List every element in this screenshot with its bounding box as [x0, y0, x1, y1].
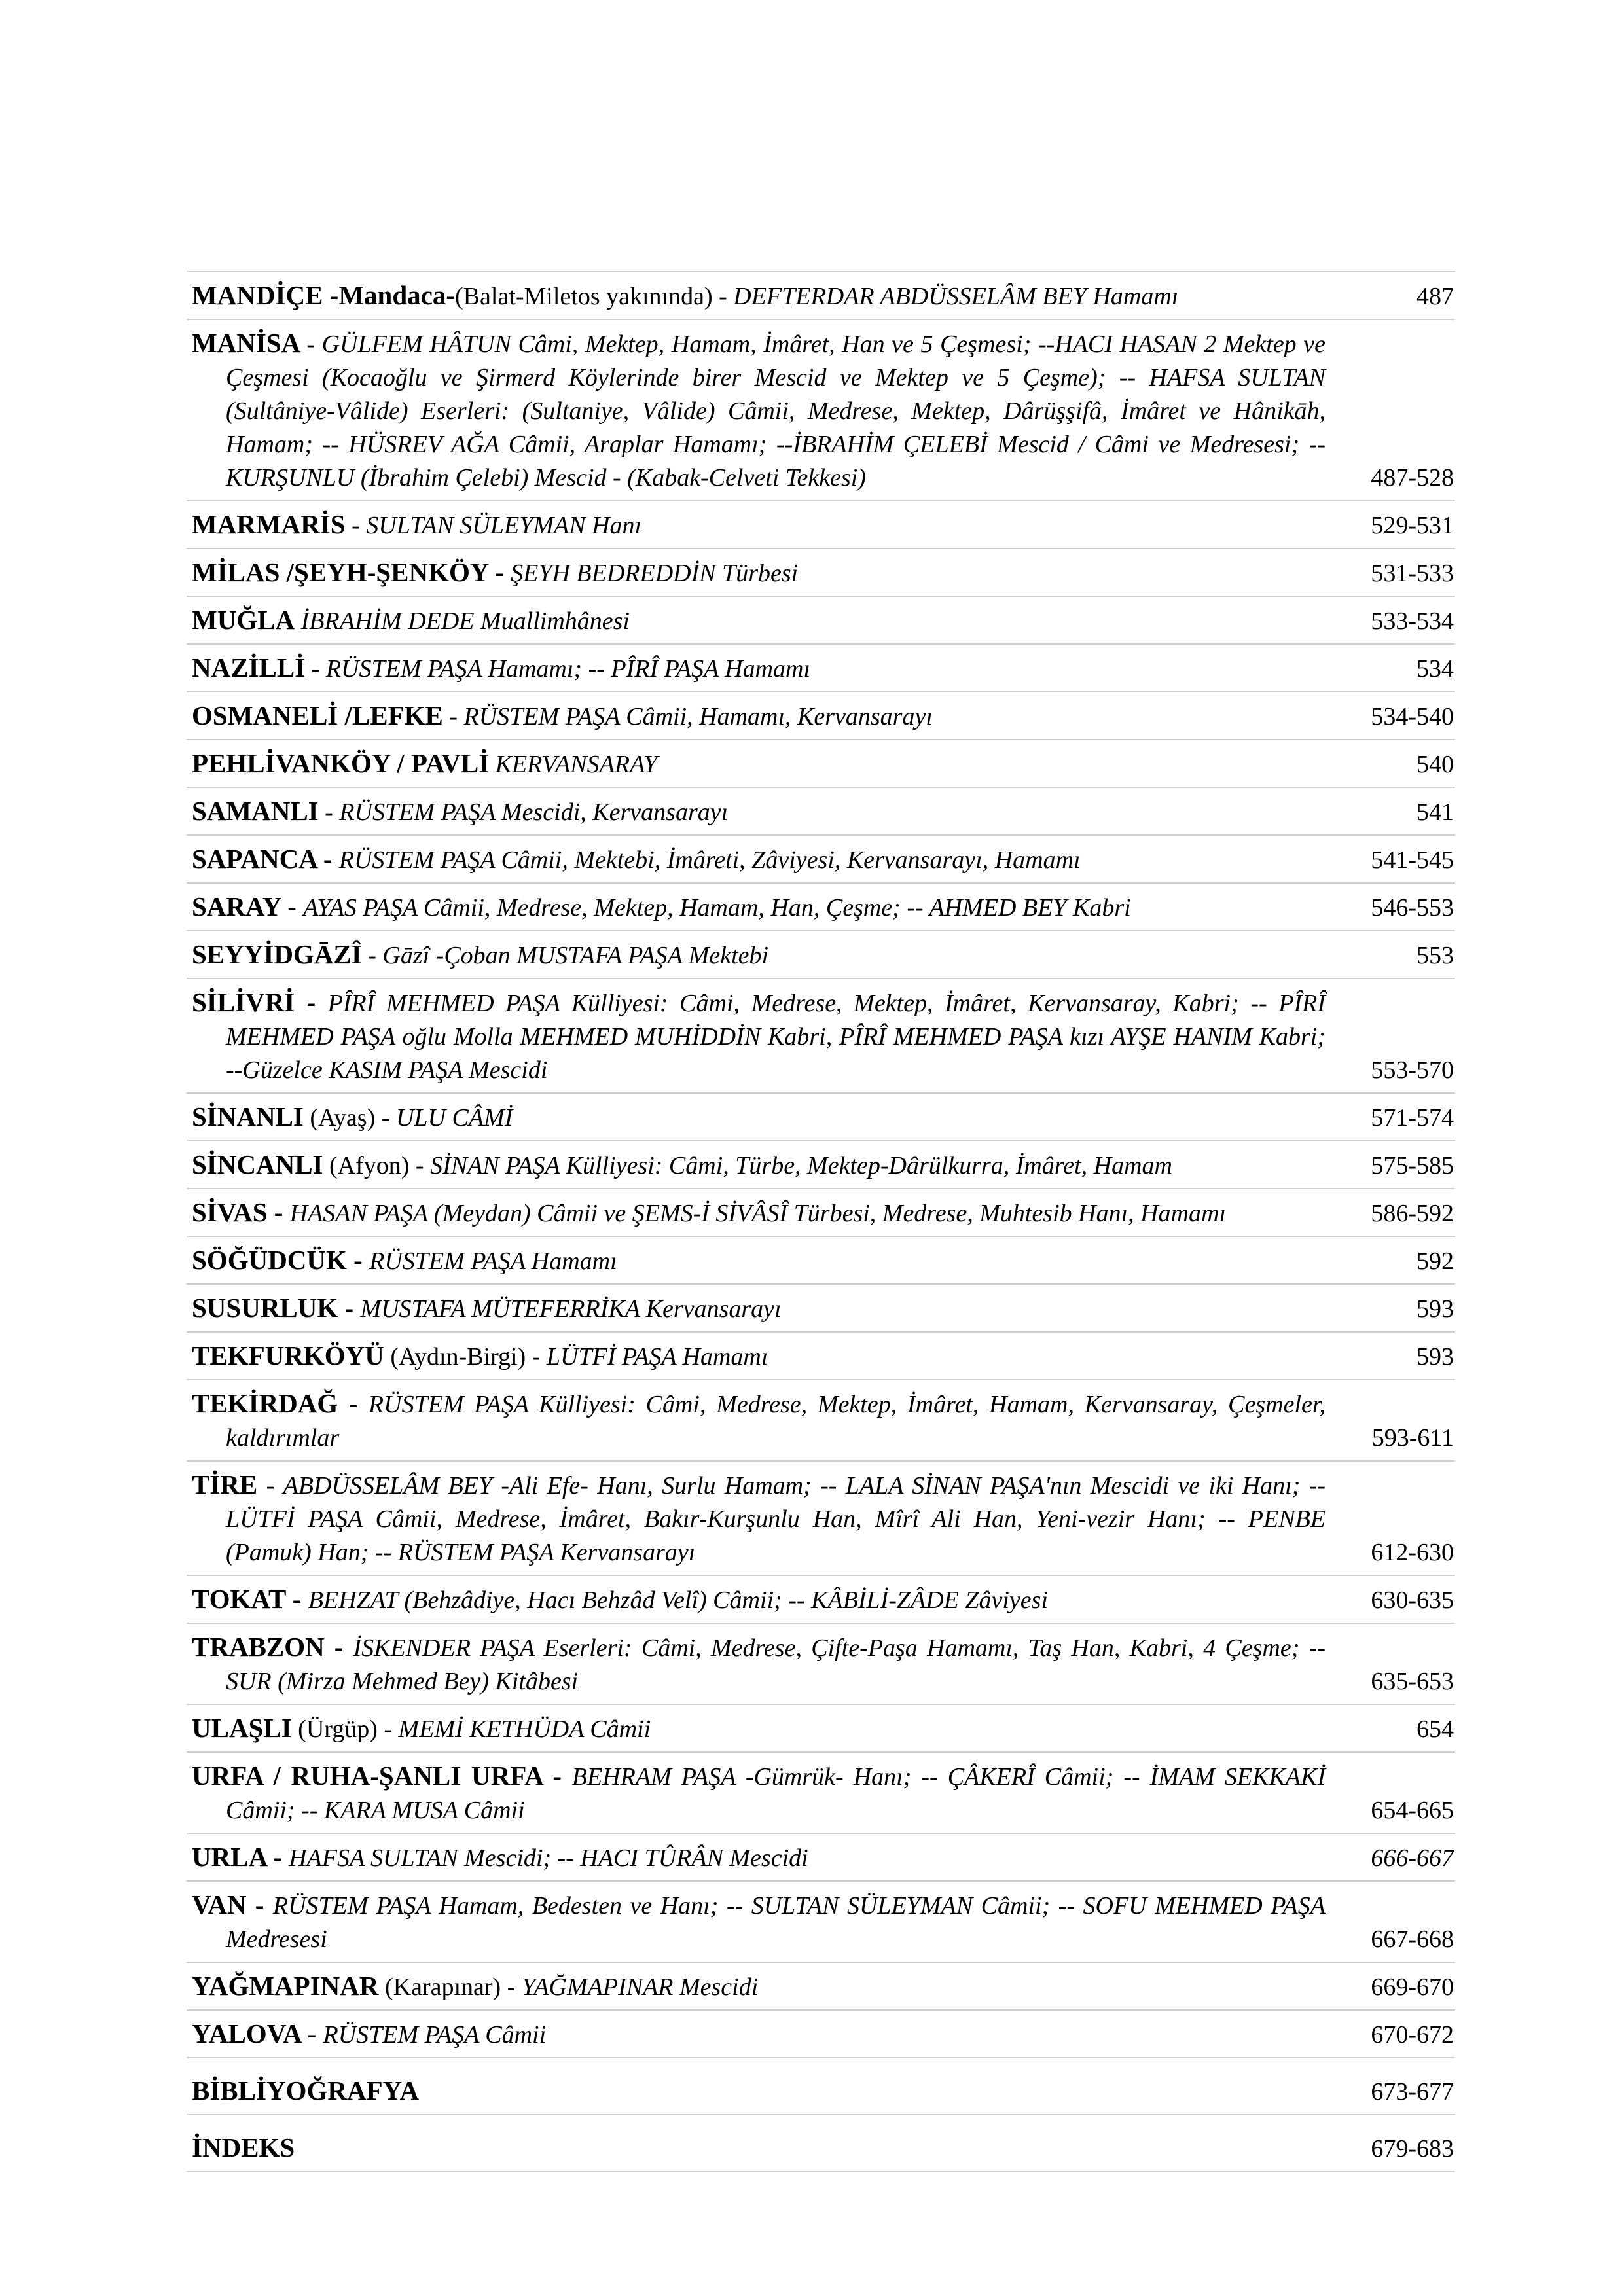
- place-name: MANDİÇE -Mandaca-: [192, 280, 455, 310]
- place-name: SAMANLI: [192, 796, 319, 826]
- toc-row-sivas: [187, 1188, 1455, 1236]
- place-name: YAĞMAPINAR: [192, 1971, 379, 2001]
- works-list: ŞEYH BEDREDDİN Türbesi: [511, 560, 799, 587]
- page-range: 531-533: [1371, 560, 1454, 587]
- toc-entry: [192, 1583, 1349, 1617]
- place-name: SUSURLUK -: [192, 1293, 361, 1323]
- toc-entry: [192, 1100, 1349, 1135]
- place-name: SİNANLI: [192, 1102, 304, 1132]
- toc-entry: [192, 1468, 1349, 1570]
- toc-entry: [192, 986, 1349, 1087]
- works-list: RÜSTEM PAŞA Câmii: [323, 2021, 547, 2049]
- place-note: (Afyon) -: [323, 1152, 431, 1179]
- page-range: 593: [1416, 1295, 1454, 1323]
- toc-entry: [192, 1840, 1349, 1875]
- works-list: Gāzî -Çoban MUSTAFA PAŞA Mektebi: [382, 942, 769, 969]
- page-range: 654: [1416, 1715, 1454, 1743]
- place-note: -: [361, 942, 383, 969]
- works-list: KERVANSARAY: [495, 751, 658, 778]
- place-name: YALOVA -: [192, 2018, 323, 2049]
- page-range: 529-531: [1371, 512, 1454, 539]
- works-list: SULTAN SÜLEYMAN Hanı: [366, 512, 642, 539]
- place-name: MİLAS /ŞEYH-ŞENKÖY -: [192, 557, 511, 587]
- toc-entry: [192, 890, 1349, 925]
- place-name: SÖĞÜDCÜK -: [192, 1245, 370, 1275]
- place-name: SAPANCA -: [192, 844, 339, 874]
- page-range: 593-611: [1371, 1424, 1454, 1452]
- toc-row-mandice: [187, 271, 1455, 319]
- toc-entry: [192, 279, 1349, 314]
- place-name: SEYYİDGĀZÎ: [192, 939, 362, 969]
- toc-row-sincanli: [187, 1140, 1455, 1188]
- page-range: 540: [1416, 751, 1454, 778]
- page-range: 635-653: [1371, 1668, 1454, 1695]
- toc-row-yalova: [187, 2009, 1455, 2057]
- place-note: -: [257, 1472, 283, 1499]
- toc-entry: [192, 2074, 1349, 2109]
- bibliography-heading: BİBLİYOĞRAFYA: [192, 2075, 420, 2106]
- page-range: 679-683: [1371, 2135, 1454, 2162]
- page-range: 670-672: [1371, 2021, 1454, 2049]
- page-range: 553: [1416, 942, 1454, 969]
- works-list: GÜLFEM HÂTUN Câmi, Mektep, Hamam, İmâret, Han ve 5 Çeşmesi; --HACI HASAN 2 Mektep ve Çeşmesi (Kocaoğlu ve Şirmerd Köylerinde birer Mescid ve Mektep ve 5 Çeşme); -- HAFSA SULTAN (Sultâniye-Vâlide) Eserleri: (Sultaniye, Vâlide) Câmii, Medrese, Mektep, Dârüşşifâ, İmâret ve Hânikāh, Hamam; -- HÜSREV AĞA Câmii, Araplar Hamamı; --İBRAHİM ÇELEBİ Mescid / Câmi ve Medresesi; --KURŞUNLU (İbrahim Çelebi) Mescid - (Kabak-Celveti Tekkesi): [226, 331, 1326, 492]
- toc-entry: [192, 1339, 1349, 1374]
- toc-row-samanli: [187, 787, 1455, 834]
- toc-entry: [192, 1387, 1349, 1455]
- toc-entry: [192, 1291, 1349, 1326]
- index-heading: İNDEKS: [192, 2132, 295, 2162]
- place-note: -: [318, 798, 340, 826]
- toc-row-tekfurkoyu: [187, 1331, 1455, 1379]
- works-list: BEHZAT (Behzâdiye, Hacı Behzâd Velî) Câmii; -- KÂBİLİ-ZÂDE Zâviyesi: [308, 1587, 1049, 1614]
- toc-entry: [192, 1969, 1349, 2004]
- toc-entry: [192, 842, 1349, 877]
- works-list: ULU CÂMİ: [395, 1104, 513, 1132]
- works-list: RÜSTEM PAŞA Hamam, Bedesten ve Hanı; -- SULTAN SÜLEYMAN Câmii; -- SOFU MEHMED PAŞA Medresesi: [226, 1892, 1326, 1953]
- toc-entry: [192, 1712, 1349, 1746]
- place-note: (Ayaş) -: [303, 1104, 396, 1132]
- toc-row-sapanca: [187, 834, 1455, 882]
- toc-entry: [192, 1196, 1349, 1230]
- page-range: 667-668: [1371, 1926, 1454, 1953]
- place-name: TİRE: [192, 1469, 258, 1499]
- works-list: YAĞMAPINAR Mescidi: [521, 1973, 759, 2001]
- page-range: 546-553: [1371, 894, 1454, 922]
- page-range: 575-585: [1371, 1152, 1454, 1179]
- works-list: RÜSTEM PAŞA Câmii, Hamamı, Kervansarayı: [463, 703, 933, 730]
- toc-row-sinanli: [187, 1092, 1455, 1140]
- toc-entry: [192, 327, 1349, 495]
- place-note: [295, 607, 301, 635]
- works-list: DEFTERDAR ABDÜSSELÂM BEY Hamamı: [733, 283, 1179, 310]
- place-note: (Aydın-Birgi) -: [384, 1343, 547, 1371]
- page-range: 487: [1416, 283, 1454, 310]
- works-list: BEHRAM PAŞA -Gümrük- Hanı; -- ÇÂKERÎ Câmii; -- İMAM SEKKAKİ Câmii; -- KARA MUSA Câmii: [226, 1763, 1326, 1824]
- toc-entry: [192, 508, 1349, 543]
- page-range: 630-635: [1371, 1587, 1454, 1614]
- toc-entry: [192, 795, 1349, 829]
- page-range: 673-677: [1371, 2078, 1454, 2106]
- place-name: TRABZON -: [192, 1632, 353, 1662]
- works-list: HAFSA SULTAN Mescidi; -- HACI TÛRÂN Mescidi: [289, 1844, 808, 1872]
- page-range: 592: [1416, 1247, 1454, 1275]
- page-range: 553-570: [1371, 1056, 1454, 1084]
- place-note: (Balat-Miletos yakınında) -: [455, 283, 734, 310]
- place-name: SİLİVRİ -: [192, 987, 328, 1017]
- place-note: (Ürgüp) -: [291, 1715, 399, 1743]
- works-list: PÎRÎ MEHMED PAŞA Külliyesi: Câmi, Medrese, Mektep, İmâret, Kervansaray, Kabri; -- PÎRÎ MEHMED PAŞA oğlu Molla MEHMED MUHİDDİN Kabri, PÎRÎ MEHMED PAŞA kızı AYŞE HANIM Kabri; --Güzelce KASIM PAŞA Mescidi: [226, 990, 1326, 1084]
- page-range: 541-545: [1371, 846, 1454, 874]
- works-list: ABDÜSSELÂM BEY -Ali Efe- Hanı, Surlu Hamam; -- LALA SİNAN PAŞA'nın Mescidi ve iki Hanı; -- LÜTFİ PAŞA Câmii, Medrese, İmâret, Bakır-Kurşunlu Han, Mîrî Ali Han, Yeni-vezir Hanı; -- PENBE (Pamuk) Han; -- RÜSTEM PAŞA Kervansarayı: [226, 1472, 1326, 1566]
- page-range: 612-630: [1371, 1539, 1454, 1566]
- toc-row-bibliography: [187, 2057, 1455, 2114]
- toc-row-sogudcuk: [187, 1236, 1455, 1283]
- place-name: NAZİLLİ: [192, 653, 306, 683]
- place-note: -: [305, 655, 326, 683]
- toc-row-urla: [187, 1833, 1455, 1880]
- toc-row-urfa: [187, 1751, 1455, 1833]
- toc-row-index: [187, 2114, 1455, 2172]
- works-list: MEMİ KETHÜDA Câmii: [398, 1715, 651, 1743]
- page-range: 666-667: [1371, 1844, 1454, 1872]
- place-name: MANİSA: [192, 328, 307, 358]
- toc-entry: [192, 938, 1349, 973]
- works-list: İBRAHİM DEDE Muallimhânesi: [300, 607, 630, 635]
- toc-row-seyyidgazi: [187, 930, 1455, 978]
- toc-entry: [192, 1759, 1349, 1827]
- toc-row-marmaris: [187, 500, 1455, 548]
- toc-entry: [192, 747, 1349, 781]
- place-note: -: [442, 703, 464, 730]
- works-list: SİNAN PAŞA Külliyesi: Câmi, Türbe, Mektep-Dârülkurra, İmâret, Hamam: [430, 1152, 1172, 1179]
- page-range: 534: [1416, 655, 1454, 683]
- place-name: URFA / RUHA-ŞANLI URFA -: [192, 1761, 572, 1791]
- toc-row-ulasli: [187, 1704, 1455, 1751]
- page-range: 586-592: [1371, 1200, 1454, 1227]
- place-note: -: [306, 331, 322, 358]
- place-name: SARAY -: [192, 891, 304, 922]
- toc-entry: [192, 603, 1349, 638]
- page-range: 669-670: [1371, 1973, 1454, 2001]
- toc-entry: [192, 1630, 1349, 1698]
- toc-entry: [192, 651, 1349, 686]
- toc-row-osmaneli: [187, 691, 1455, 739]
- place-note: -: [345, 512, 367, 539]
- place-note: [489, 751, 496, 778]
- toc-entry: [192, 1888, 1349, 1956]
- place-name: SİVAS -: [192, 1197, 290, 1227]
- works-list: RÜSTEM PAŞA Külliyesi: Câmi, Medrese, Mektep, İmâret, Hamam, Kervansaray, Çeşmeler, kaldırımlar: [226, 1391, 1326, 1452]
- works-list: LÜTFİ PAŞA Hamamı: [546, 1343, 768, 1371]
- toc-entry: [192, 1244, 1349, 1278]
- page-range: 593: [1416, 1343, 1454, 1371]
- toc-row-silivri: [187, 978, 1455, 1092]
- toc-row-mugla: [187, 596, 1455, 643]
- toc-entry: [192, 2131, 1349, 2166]
- place-name: MUĞLA: [192, 605, 295, 635]
- works-list: RÜSTEM PAŞA Hamamı: [369, 1247, 617, 1275]
- page-range: 654-665: [1371, 1797, 1454, 1824]
- table-of-contents: [187, 271, 1455, 2172]
- place-name: OSMANELİ /LEFKE: [192, 700, 443, 730]
- toc-entry: [192, 2017, 1349, 2052]
- toc-row-milas: [187, 548, 1455, 596]
- toc-row-nazilli: [187, 643, 1455, 691]
- toc-row-tire: [187, 1460, 1455, 1575]
- place-name: TOKAT -: [192, 1584, 308, 1614]
- works-list: AYAS PAŞA Câmii, Medrese, Mektep, Hamam, Han, Çeşme; -- AHMED BEY Kabri: [303, 894, 1131, 922]
- toc-row-pehlivankoy: [187, 739, 1455, 787]
- place-name: MARMARİS: [192, 509, 346, 539]
- place-name: SİNCANLI: [192, 1149, 323, 1179]
- page-range: 533-534: [1371, 607, 1454, 635]
- toc-row-manisa: [187, 319, 1455, 500]
- page-range: 571-574: [1371, 1104, 1454, 1132]
- works-list: HASAN PAŞA (Meydan) Câmii ve ŞEMS-İ SİVÂSÎ Türbesi, Medrese, Muhtesib Hanı, Hamamı: [289, 1200, 1227, 1227]
- place-note: (Karapınar) -: [378, 1973, 522, 2001]
- works-list: RÜSTEM PAŞA Câmii, Mektebi, İmâreti, Zâviyesi, Kervansarayı, Hamamı: [338, 846, 1081, 874]
- toc-entry: [192, 699, 1349, 734]
- works-list: RÜSTEM PAŞA Mescidi, Kervansarayı: [339, 798, 729, 826]
- toc-row-yagmapinar: [187, 1962, 1455, 2009]
- toc-row-tokat: [187, 1575, 1455, 1623]
- place-name: ULAŞLI: [192, 1713, 292, 1743]
- toc-row-van: [187, 1880, 1455, 1962]
- works-list: MUSTAFA MÜTEFERRİKA Kervansarayı: [360, 1295, 782, 1323]
- works-list: İSKENDER PAŞA Eserleri: Câmi, Medrese, Çifte-Paşa Hamamı, Taş Han, Kabri, 4 Çeşme; -- SUR (Mirza Mehmed Bey) Kitâbesi: [226, 1634, 1326, 1695]
- page-range: 541: [1416, 798, 1454, 826]
- toc-row-trabzon: [187, 1623, 1455, 1704]
- toc-row-susurluk: [187, 1283, 1455, 1331]
- toc-entry: [192, 556, 1349, 590]
- place-name: URLA -: [192, 1842, 289, 1872]
- toc-entry: [192, 1148, 1349, 1183]
- page-range: 487-528: [1371, 464, 1454, 492]
- place-name: PEHLİVANKÖY / PAVLİ: [192, 748, 490, 778]
- works-list: RÜSTEM PAŞA Hamamı; -- PÎRÎ PAŞA Hamamı: [325, 655, 811, 683]
- place-name: VAN -: [192, 1890, 273, 1920]
- toc-row-tekirdag: [187, 1379, 1455, 1460]
- place-name: TEKFURKÖYÜ: [192, 1340, 384, 1371]
- toc-row-saray: [187, 882, 1455, 930]
- place-name: TEKİRDAĞ -: [192, 1388, 369, 1418]
- page-range: 534-540: [1371, 703, 1454, 730]
